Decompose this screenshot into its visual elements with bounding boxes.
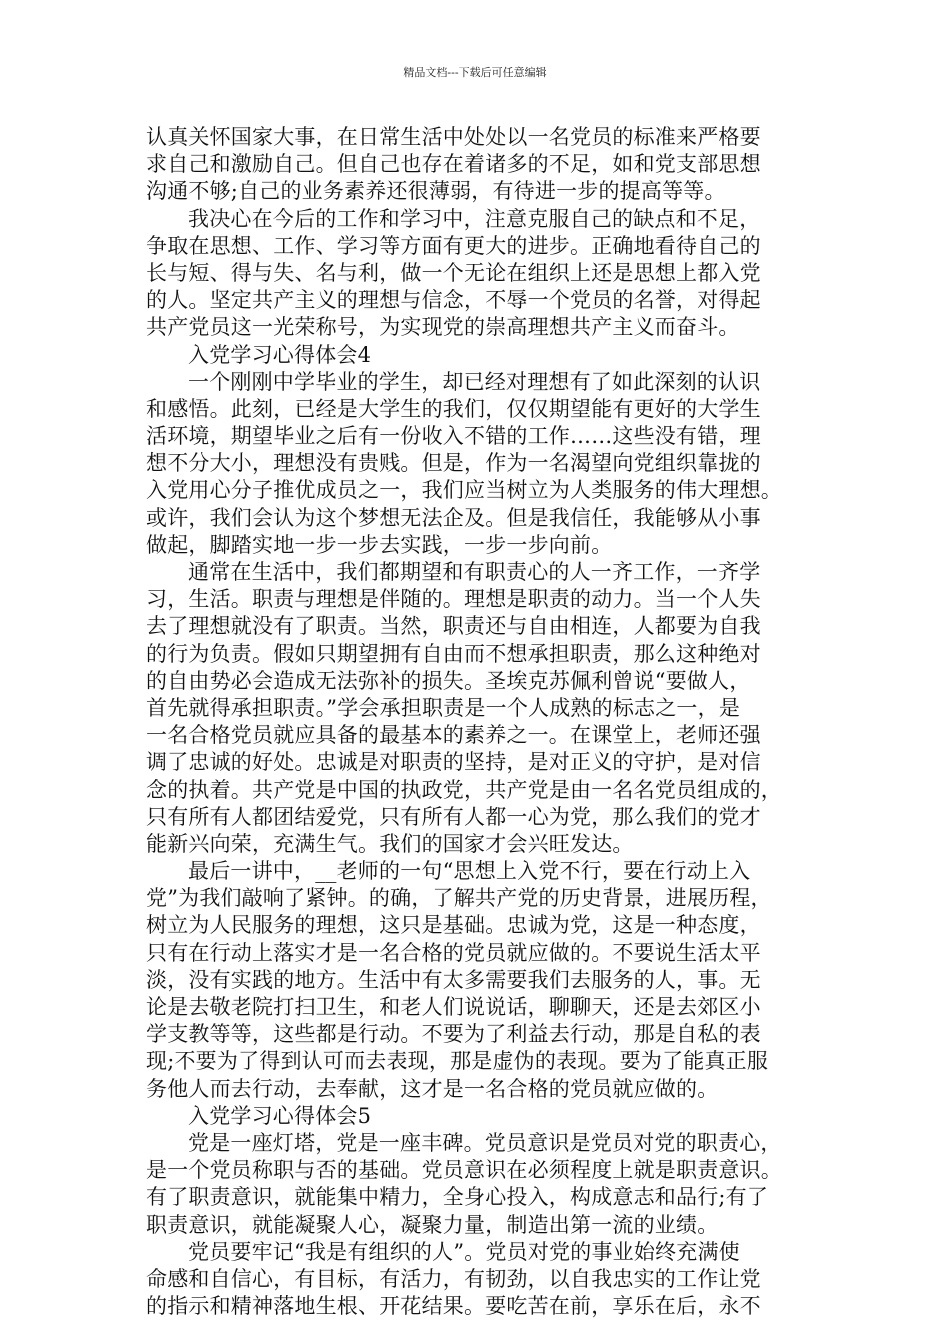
document-body xyxy=(146,124,822,1320)
text-line: 的指示和精神落地生根、开花结果。要吃苦在前，享乐在后，永不 xyxy=(146,1294,761,1319)
text-line: 活环境，期望毕业之后有一份收入不错的工作……这些没有错，理 xyxy=(146,424,761,449)
text-line: 命感和自信心，有目标，有活力，有韧劲，以自我忠实的工作让党 xyxy=(146,1266,761,1291)
text-line: 树立为人民服务的理想，这只是基础。忠诚为党，这是一种态度， xyxy=(146,913,761,938)
text-line: 长与短、得与失、名与利，做一个无论在组织上还是思想上都入党 xyxy=(146,260,761,285)
text-line: 共产党员这一光荣称号，为实现党的崇高理想共产主义而奋斗。 xyxy=(146,315,740,340)
text-line: 淡，没有实践的地方。生活中有太多需要我们去服务的人，事。无 xyxy=(146,967,761,992)
text-line: 的自由势必会造成无法弥补的损失。圣埃克苏佩利曾说“要做人， xyxy=(146,668,751,693)
text-line: 沟通不够;自己的业务素养还很薄弱，有待进一步的提高等等。 xyxy=(146,179,726,204)
text-line: 现;不要为了得到认可而去表现，那是虚伪的表现。要为了能真正服 xyxy=(146,1049,769,1074)
text-line: 去了理想就没有了职责。当然，职责还与自由相连，人都要为自我 xyxy=(146,614,761,639)
text-line: 想不分大小，理想没有贵贱。但是，作为一名渴望向党组织靠拢的 xyxy=(146,451,761,476)
text-line: 党员要牢记“我是有组织的人”。党员对党的事业始终充满使 xyxy=(188,1239,740,1264)
text-line: 和感悟。此刻，已经是大学生的我们，仅仅期望能有更好的大学生 xyxy=(146,396,761,421)
text-line: 首先就得承担职责。”学会承担职责是一个人成熟的标志之一，是 xyxy=(146,695,741,720)
text-line: 党是一座灯塔，党是一座丰碑。党员意识是党员对党的职责心， xyxy=(188,1130,782,1155)
text-line: 能新兴向荣，充满生气。我们的国家才会兴旺发达。 xyxy=(146,831,634,856)
text-line: 一个刚刚中学毕业的学生，却已经对理想有了如此深刻的认识 xyxy=(188,369,761,394)
text-line: 一名合格党员就应具备的最基本的素养之一。在课堂上，老师还强 xyxy=(146,723,761,748)
text-line: 务他人而去行动，去奉献，这才是一名合格的党员就应做的。 xyxy=(146,1076,719,1101)
text-line: 做起，脚踏实地一步一步去实践，一步一步向前。 xyxy=(146,532,613,557)
text-line: 入党学习心得体会4 xyxy=(188,342,372,367)
text-line: 是一个党员称职与否的基础。党员意识在必须程度上就是职责意识。 xyxy=(146,1158,782,1183)
text-line: 学支教等等，这些都是行动。不要为了利益去行动，那是自私的表 xyxy=(146,1022,761,1047)
page-header: 精品文档---下载后可任意编辑 xyxy=(403,66,547,79)
text-line: 只有在行动上落实才是一名合格的党员就应做的。不要说生活太平 xyxy=(146,940,761,965)
text-line: 或许，我们会认为这个梦想无法企及。但是我信任，我能够从小事 xyxy=(146,505,761,530)
text-line: 论是去敬老院打扫卫生，和老人们说说话，聊聊天，还是去郊区小 xyxy=(146,995,761,1019)
text-line: 入党用心分子推优成员之一，我们应当树立为人类服务的伟大理想。 xyxy=(146,478,782,503)
text-line: 的人。坚定共产主义的理想与信念，不辱一个党员的名誉，对得起 xyxy=(146,288,761,313)
text-line: 念的执着。共产党是中国的执政党，共产党是由一名名党员组成的， xyxy=(146,777,782,802)
text-line: 的行为负责。假如只期望拥有自由而不想承担职责，那么这种绝对 xyxy=(146,641,761,666)
text-line: 通常在生活中，我们都期望和有职责心的人一齐工作，一齐学 xyxy=(188,560,761,584)
text-line: 调了忠诚的好处。忠诚是对职责的坚持，是对正义的守护，是对信 xyxy=(146,750,761,775)
text-line: 争取在思想、工作、学习等方面有更大的进步。正确地看待自己的 xyxy=(146,233,761,258)
text-line: 我决心在今后的工作和学习中，注意克服自己的缺点和不足， xyxy=(188,206,761,231)
text-line: 习，生活。职责与理想是伴随的。理想是职责的动力。当一个人失 xyxy=(146,587,761,612)
text-line: 认真关怀国家大事，在日常生活中处处以一名党员的标准来严格要 xyxy=(146,125,761,149)
text-line: 有了职责意识，就能集中精力，全身心投入，构成意志和品行;有了 xyxy=(146,1185,769,1210)
text-line: 党”为我们敲响了紧钟。的确，了解共产党的历史背景，进展历程， xyxy=(146,886,772,911)
text-line: 入党学习心得体会5 xyxy=(188,1103,372,1128)
text-line: 职责意识，就能凝聚人心，凝聚力量，制造出第一流的业绩。 xyxy=(146,1212,719,1237)
text-line: 最后一讲中，__老师的一句“思想上入党不行，要在行动上入 xyxy=(188,859,751,884)
text-line: 求自己和激励自己。但自己也存在着诸多的不足，如和党支部思想 xyxy=(146,152,761,177)
text-line: 只有所有人都团结爱党，只有所有人都一心为党，那么我们的党才 xyxy=(146,804,761,829)
